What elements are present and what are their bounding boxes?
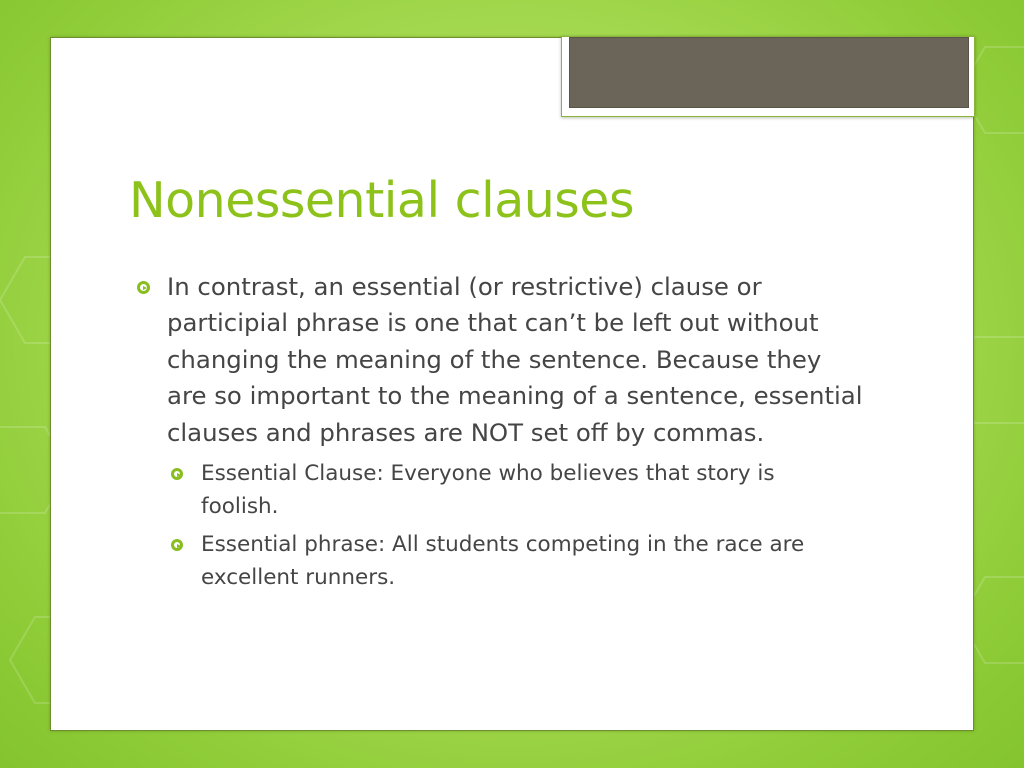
bullet-item <box>135 269 867 451</box>
header-photo <box>569 37 969 108</box>
slide-title: Nonessential clauses <box>129 172 634 229</box>
photo-frame <box>561 36 975 117</box>
bullet-text: In contrast, an essential (or restrictive) clause or participial phrase is one that can’t be left out without changing the meaning of the sentence. Because they are so important to the meaning of a sentence, essential clauses and phrases are NOT set off by commas. <box>167 272 863 447</box>
slide-canvas <box>50 37 974 731</box>
sub-bullet-text: Essential phrase: All students competing in the race are excellent runners. <box>201 532 805 590</box>
circled-arrow-bullet-icon <box>171 468 183 480</box>
slide-body <box>135 269 863 594</box>
sub-bullet-item <box>169 458 841 523</box>
circled-arrow-bullet-icon <box>171 539 183 551</box>
circled-arrow-bullet-icon <box>137 281 150 294</box>
sub-bullet-text: Essential Clause: Everyone who believes that story is foolish. <box>201 461 775 519</box>
sub-bullet-item <box>169 529 841 594</box>
